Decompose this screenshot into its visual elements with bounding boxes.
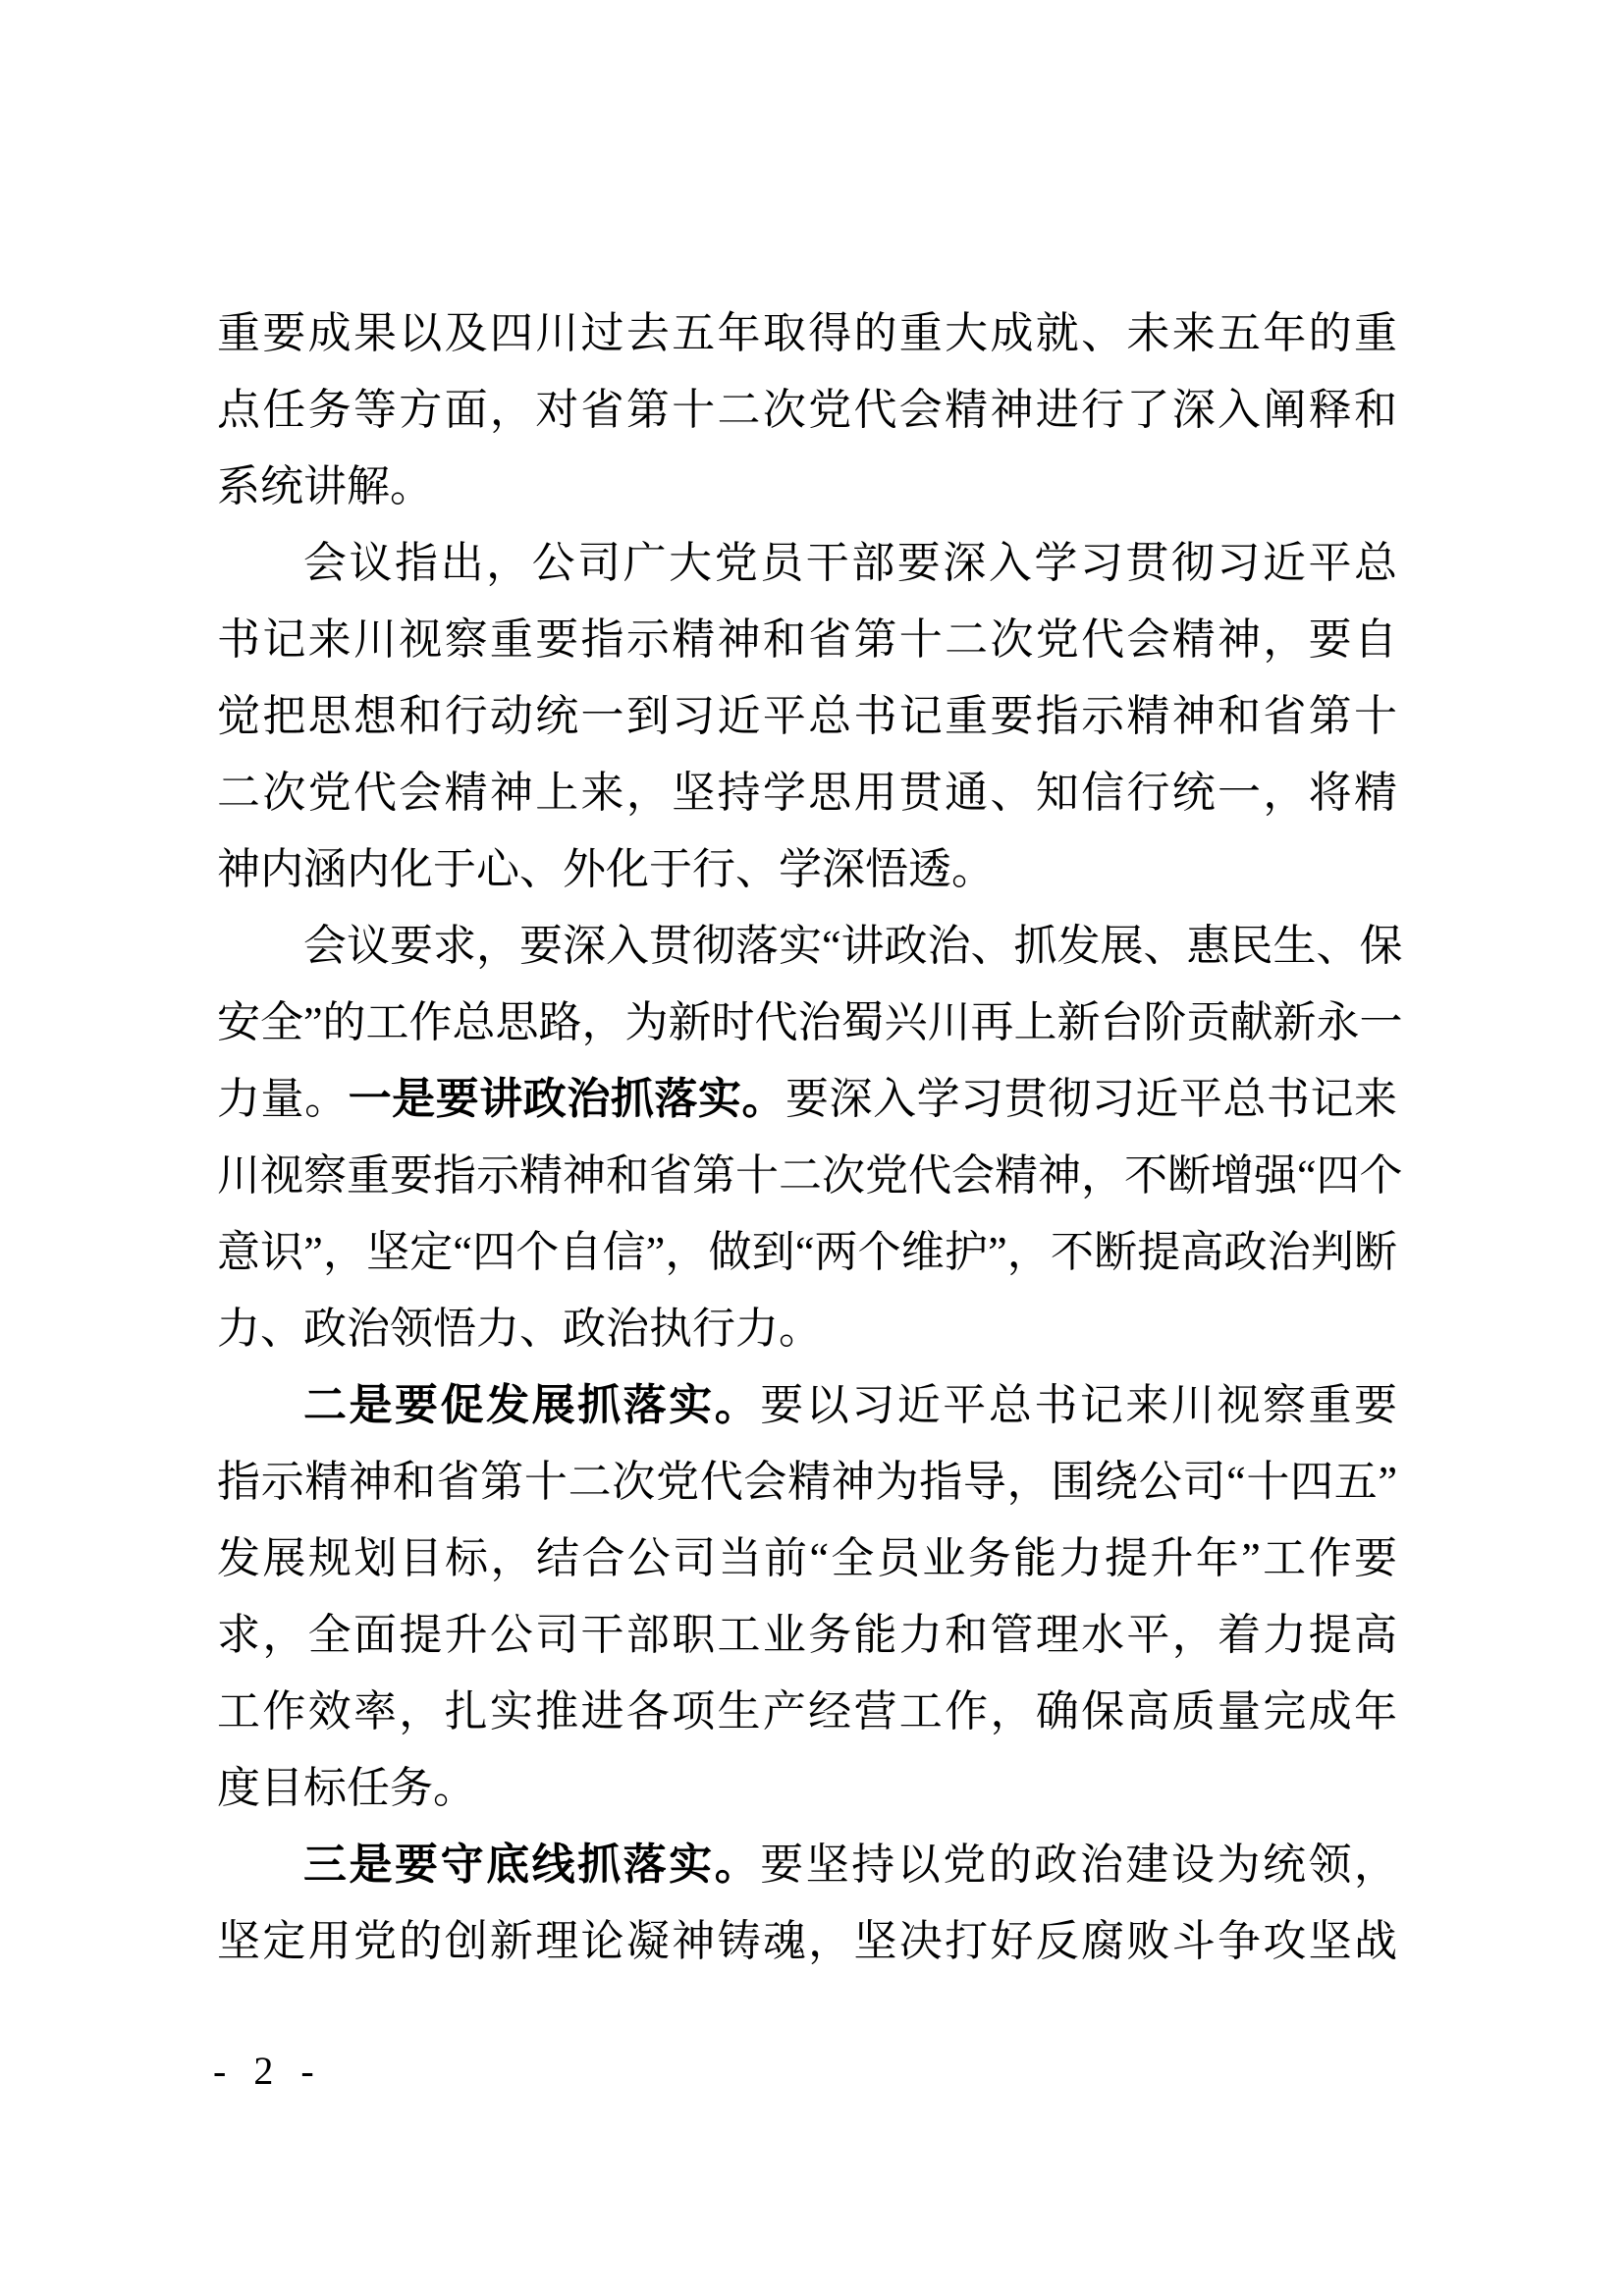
text-run: 神内涵内化于心、外化于行、学深悟透。 [217,845,995,893]
text-line [217,1367,1397,1444]
text-run: 度目标任务。 [217,1764,476,1812]
text-line [217,1521,1397,1597]
text-line [217,1674,1397,1750]
text-line [217,602,1397,678]
text-run: 重要成果以及四川过去五年取得的重大成就、未来五年的重 [217,309,1397,357]
text-line [217,1291,1397,1367]
text-line [217,1903,1397,1980]
text-line [217,1827,1397,1903]
text-run: 书记来川视察重要指示精神和省第十二次党代会精神，要自 [217,615,1397,664]
text-run: 点任务等方面，对省第十二次党代会精神进行了深入阐释和 [217,386,1397,434]
text-run: 力、政治领悟力、政治执行力。 [217,1305,822,1353]
document-body [217,295,1403,1980]
text-run: 会议要求，要深入贯彻落实“讲政治、抓发展、惠民生、保 [303,922,1403,970]
text-run: 系统讲解。 [217,462,433,510]
text-line [217,295,1397,372]
text-run: 力量。 [217,1075,349,1123]
text-run: 要以习近平总书记来川视察重要 [760,1381,1398,1429]
text-line [217,755,1397,831]
text-run: 要坚持以党的政治建设为统领， [760,1841,1398,1889]
text-run: 工作效率，扎实推进各项生产经营工作，确保高质量完成年 [217,1687,1397,1735]
text-run: 安全”的工作总思路，为新时代治蜀兴川再上新台阶贡献新永一 [217,998,1403,1046]
text-line [217,1597,1397,1674]
text-line [217,678,1397,755]
text-line [217,1750,1397,1827]
text-line [217,1444,1397,1521]
text-run: 觉把思想和行动统一到习近平总书记重要指示精神和省第十 [217,692,1397,740]
text-line [217,372,1397,449]
bold-heading-run: 二是要促发展抓落实。 [303,1381,761,1429]
bold-heading-run: 三是要守底线抓落实。 [303,1841,761,1889]
text-run: 指示精神和省第十二次党代会精神为指导，围绕公司“十四五” [217,1458,1397,1506]
text-run: 求，全面提升公司干部职工业务能力和管理水平，着力提高 [217,1611,1397,1659]
text-line [217,1061,1397,1138]
text-run: 川视察重要指示精神和省第十二次党代会精神，不断增强“四个 [217,1151,1403,1200]
text-line [217,1138,1403,1214]
page-number: - 2 - [213,2049,323,2093]
text-run: 要深入学习贯彻习近平总书记来 [785,1075,1398,1123]
text-line [217,449,1397,525]
text-line [217,525,1397,602]
bold-heading-run: 一是要讲政治抓落实。 [348,1075,786,1123]
text-run: 坚定用党的创新理论凝神铸魂，坚决打好反腐败斗争攻坚战 [217,1917,1397,1965]
text-run: 二次党代会精神上来，坚持学思用贯通、知信行统一，将精 [217,769,1397,817]
text-line [217,908,1403,985]
text-line [217,985,1403,1061]
text-line [217,831,1397,908]
text-run: 会议指出，公司广大党员干部要深入学习贯彻习近平总 [303,539,1397,587]
text-line [217,1214,1397,1291]
text-run: 发展规划目标，结合公司当前“全员业务能力提升年”工作要 [217,1534,1397,1582]
text-run: 意识”，坚定“四个自信”，做到“两个维护”，不断提高政治判断 [217,1228,1397,1276]
